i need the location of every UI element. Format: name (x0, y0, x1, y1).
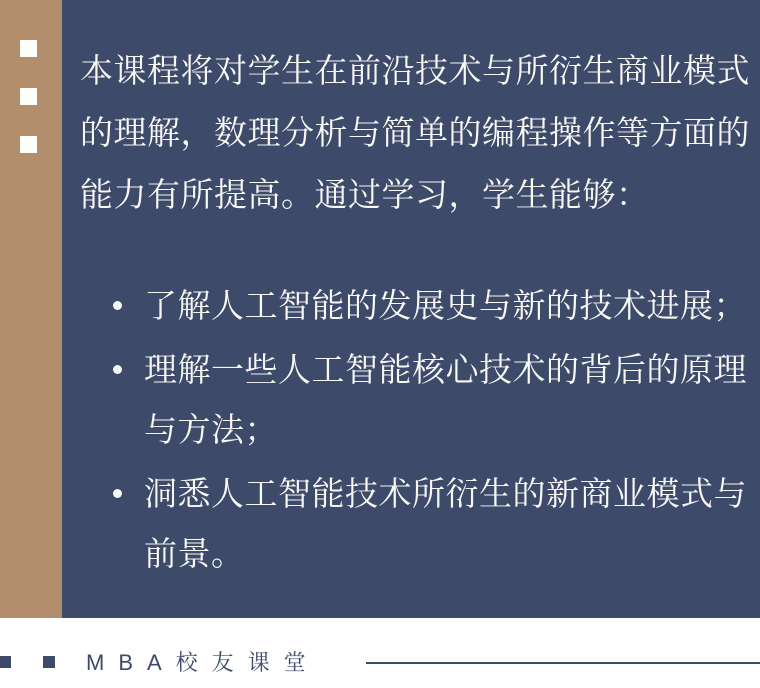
footer (0, 618, 760, 688)
bullet-text: 洞悉人工智能技术所衍生的新商业模式与 (144, 475, 747, 512)
footer-deco-square-2 (43, 656, 55, 668)
deco-square-3 (20, 136, 37, 153)
deco-square-1 (20, 40, 37, 57)
list-item (113, 464, 753, 584)
content-panel (62, 0, 760, 618)
left-accent-stripe (0, 0, 62, 618)
paragraph-line: 能力有所提高。通过学习，学生能够： (80, 176, 650, 213)
bullet-text-continuation: 前景。 (144, 535, 245, 572)
bullet-text: 理解一些人工智能核心技术的背后的原理 (144, 351, 747, 388)
learning-outcomes-list (113, 276, 753, 588)
list-item (113, 276, 753, 336)
footer-rule-line (366, 662, 760, 664)
bullet-dot (113, 365, 122, 374)
paragraph-line: 本课程将对学生在前沿技术与所衍生商业模式 (80, 52, 750, 89)
bullet-dot (113, 301, 122, 310)
list-item (113, 340, 753, 460)
deco-square-2 (20, 88, 37, 105)
bullet-text: 了解人工智能的发展史与新的技术进展； (144, 287, 747, 324)
footer-brand-text: MBA校友课堂 (86, 650, 320, 675)
intro-paragraph (80, 40, 748, 226)
bullet-dot (113, 489, 122, 498)
footer-deco-square-1 (0, 656, 11, 668)
bullet-text-continuation: 与方法； (144, 411, 278, 448)
paragraph-line: 的理解，数理分析与简单的编程操作等方面的 (80, 114, 750, 151)
